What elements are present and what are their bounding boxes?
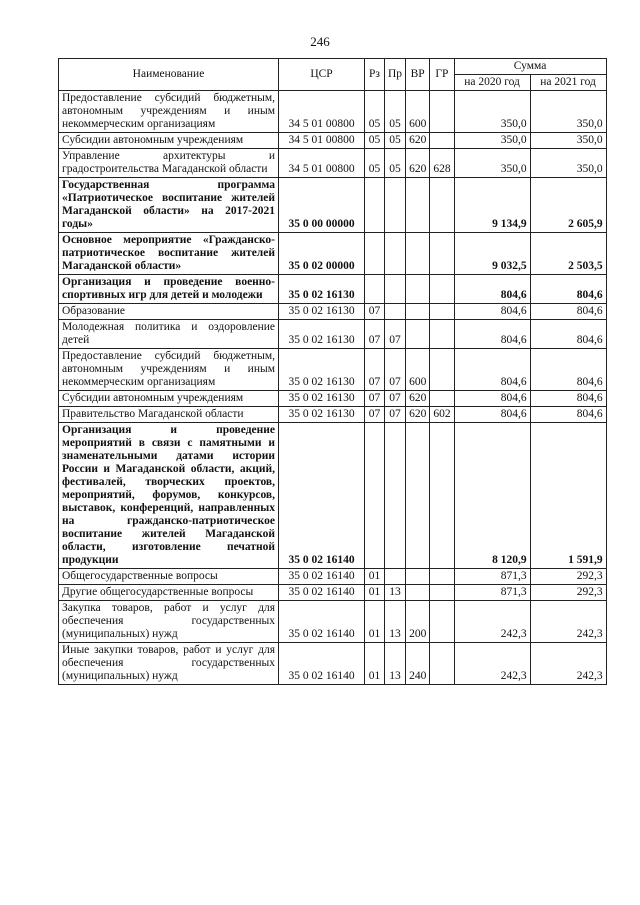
cell-csr: 35 0 02 16140 <box>279 643 365 685</box>
cell-sum-2020: 804,6 <box>454 407 530 423</box>
cell-vr: 620 <box>406 149 430 178</box>
table-row <box>59 233 607 275</box>
cell-csr: 34 5 01 00800 <box>279 133 365 149</box>
table-row <box>59 643 607 685</box>
cell-sum-2020: 804,6 <box>454 349 530 391</box>
header-vr: ВР <box>406 59 430 91</box>
cell-name: Организация и проведение военно-спортивных игр для детей и молодежи <box>59 275 279 304</box>
cell-gr <box>430 391 454 407</box>
cell-pr: 13 <box>385 643 406 685</box>
cell-pr: 07 <box>385 391 406 407</box>
cell-sum-2020: 242,3 <box>454 643 530 685</box>
cell-pr: 07 <box>385 349 406 391</box>
header-sum: Сумма <box>454 59 606 75</box>
cell-csr: 35 0 02 16130 <box>279 407 365 423</box>
cell-vr <box>406 304 430 320</box>
cell-name: Субсидии автономным учреждениям <box>59 391 279 407</box>
cell-csr: 35 0 02 16130 <box>279 275 365 304</box>
cell-name: Предоставление субсидий бюджетным, автономным учреждениям и иным некоммерческим организациям <box>59 349 279 391</box>
cell-sum-2020: 804,6 <box>454 391 530 407</box>
cell-gr <box>430 569 454 585</box>
table-row <box>59 407 607 423</box>
cell-gr <box>430 585 454 601</box>
cell-pr <box>385 275 406 304</box>
cell-vr: 200 <box>406 601 430 643</box>
cell-vr: 600 <box>406 349 430 391</box>
cell-csr: 35 0 02 16140 <box>279 585 365 601</box>
cell-name: Основное мероприятие «Гражданско-патриотическое воспитание жителей Магаданской области» <box>59 233 279 275</box>
cell-pr: 05 <box>385 133 406 149</box>
table-row <box>59 423 607 569</box>
cell-gr <box>430 349 454 391</box>
header-year-2020: на 2020 год <box>454 75 530 91</box>
table-row <box>59 349 607 391</box>
cell-sum-2020: 9 032,5 <box>454 233 530 275</box>
cell-csr: 34 5 01 00800 <box>279 149 365 178</box>
table-row <box>59 275 607 304</box>
cell-vr: 600 <box>406 91 430 133</box>
cell-vr <box>406 320 430 349</box>
cell-pr: 07 <box>385 320 406 349</box>
cell-sum-2021: 242,3 <box>530 601 606 643</box>
cell-gr <box>430 233 454 275</box>
cell-sum-2021: 1 591,9 <box>530 423 606 569</box>
cell-sum-2020: 9 134,9 <box>454 178 530 233</box>
cell-sum-2021: 804,6 <box>530 349 606 391</box>
cell-sum-2021: 804,6 <box>530 304 606 320</box>
cell-csr: 35 0 02 00000 <box>279 233 365 275</box>
cell-csr: 35 0 02 16130 <box>279 304 365 320</box>
cell-name: Иные закупки товаров, работ и услуг для обеспечения государственных (муниципальных) нужд <box>59 643 279 685</box>
cell-csr: 35 0 02 16130 <box>279 349 365 391</box>
cell-sum-2020: 804,6 <box>454 275 530 304</box>
cell-csr: 35 0 02 16140 <box>279 569 365 585</box>
cell-gr <box>430 178 454 233</box>
table-row <box>59 91 607 133</box>
cell-csr: 35 0 02 16140 <box>279 423 365 569</box>
cell-pr: 13 <box>385 601 406 643</box>
table-row <box>59 133 607 149</box>
header-pr: Пр <box>385 59 406 91</box>
cell-gr <box>430 275 454 304</box>
table-row <box>59 149 607 178</box>
cell-pr <box>385 233 406 275</box>
cell-vr: 620 <box>406 391 430 407</box>
cell-vr: 620 <box>406 133 430 149</box>
cell-sum-2021: 804,6 <box>530 320 606 349</box>
cell-sum-2021: 292,3 <box>530 569 606 585</box>
cell-sum-2020: 350,0 <box>454 133 530 149</box>
cell-vr <box>406 585 430 601</box>
table-row <box>59 320 607 349</box>
cell-name: Общегосударственные вопросы <box>59 569 279 585</box>
cell-rz: 05 <box>365 149 385 178</box>
cell-rz <box>365 275 385 304</box>
cell-rz: 01 <box>365 601 385 643</box>
cell-csr: 35 0 02 16130 <box>279 391 365 407</box>
cell-pr: 05 <box>385 149 406 178</box>
cell-sum-2021: 292,3 <box>530 585 606 601</box>
cell-sum-2020: 350,0 <box>454 149 530 178</box>
cell-rz: 01 <box>365 585 385 601</box>
cell-vr: 240 <box>406 643 430 685</box>
cell-sum-2021: 350,0 <box>530 91 606 133</box>
cell-pr <box>385 178 406 233</box>
cell-sum-2021: 804,6 <box>530 275 606 304</box>
cell-rz <box>365 423 385 569</box>
cell-pr: 13 <box>385 585 406 601</box>
cell-vr <box>406 233 430 275</box>
cell-csr: 35 0 02 16140 <box>279 601 365 643</box>
cell-name: Молодежная политика и оздоровление детей <box>59 320 279 349</box>
cell-rz: 05 <box>365 133 385 149</box>
cell-rz: 07 <box>365 349 385 391</box>
cell-vr <box>406 423 430 569</box>
cell-sum-2020: 804,6 <box>454 304 530 320</box>
cell-sum-2021: 804,6 <box>530 407 606 423</box>
cell-sum-2021: 2 503,5 <box>530 233 606 275</box>
cell-gr <box>430 643 454 685</box>
cell-name: Правительство Магаданской области <box>59 407 279 423</box>
cell-pr <box>385 304 406 320</box>
cell-rz <box>365 178 385 233</box>
cell-vr <box>406 275 430 304</box>
cell-name: Предоставление субсидий бюджетным, автономным учреждениям и иным некоммерческим организациям <box>59 91 279 133</box>
cell-rz: 07 <box>365 304 385 320</box>
header-csr: ЦСР <box>279 59 365 91</box>
cell-vr <box>406 569 430 585</box>
cell-gr <box>430 133 454 149</box>
cell-csr: 35 0 02 16130 <box>279 320 365 349</box>
cell-rz: 01 <box>365 643 385 685</box>
cell-sum-2021: 350,0 <box>530 149 606 178</box>
cell-rz: 07 <box>365 407 385 423</box>
table-row <box>59 569 607 585</box>
cell-rz: 01 <box>365 569 385 585</box>
cell-rz: 07 <box>365 320 385 349</box>
header-rz: Рз <box>365 59 385 91</box>
cell-name: Субсидии автономным учреждениям <box>59 133 279 149</box>
cell-sum-2021: 242,3 <box>530 643 606 685</box>
cell-csr: 34 5 01 00800 <box>279 91 365 133</box>
page-number: 246 <box>310 34 330 49</box>
cell-pr: 05 <box>385 91 406 133</box>
cell-name: Закупка товаров, работ и услуг для обеспечения государственных (муниципальных) нужд <box>59 601 279 643</box>
table-row <box>59 304 607 320</box>
cell-gr <box>430 320 454 349</box>
cell-sum-2020: 350,0 <box>454 91 530 133</box>
cell-sum-2021: 804,6 <box>530 391 606 407</box>
cell-sum-2021: 2 605,9 <box>530 178 606 233</box>
cell-rz: 07 <box>365 391 385 407</box>
cell-pr <box>385 569 406 585</box>
table-row <box>59 391 607 407</box>
table-row <box>59 178 607 233</box>
cell-pr: 07 <box>385 407 406 423</box>
cell-rz <box>365 233 385 275</box>
cell-sum-2020: 804,6 <box>454 320 530 349</box>
cell-gr <box>430 423 454 569</box>
header-name: Наименование <box>59 59 279 91</box>
cell-gr <box>430 91 454 133</box>
cell-name: Другие общегосударственные вопросы <box>59 585 279 601</box>
cell-sum-2020: 871,3 <box>454 569 530 585</box>
cell-gr <box>430 601 454 643</box>
header-gr: ГР <box>430 59 454 91</box>
cell-csr: 35 0 00 00000 <box>279 178 365 233</box>
cell-gr: 628 <box>430 149 454 178</box>
budget-table-body <box>59 91 607 685</box>
cell-rz: 05 <box>365 91 385 133</box>
cell-vr: 620 <box>406 407 430 423</box>
cell-gr <box>430 304 454 320</box>
cell-sum-2020: 871,3 <box>454 585 530 601</box>
budget-table <box>58 58 607 685</box>
cell-sum-2020: 242,3 <box>454 601 530 643</box>
table-row <box>59 585 607 601</box>
cell-name: Управление архитектуры и градостроительства Магаданской области <box>59 149 279 178</box>
cell-pr <box>385 423 406 569</box>
cell-sum-2020: 8 120,9 <box>454 423 530 569</box>
cell-sum-2021: 350,0 <box>530 133 606 149</box>
cell-vr <box>406 178 430 233</box>
cell-name: Организация и проведение мероприятий в связи с памятными и знаменательными датами истории России и Магаданской области, акций, фестивалей, творческих проектов, мероприятий, форумов, конкурсов, выставок, конференций, направленных на гражданско-патриотическое воспитание жителей Магаданской области, изготовление печатной продукции <box>59 423 279 569</box>
cell-name: Образование <box>59 304 279 320</box>
cell-gr: 602 <box>430 407 454 423</box>
cell-name: Государственная программа «Патриотическое воспитание жителей Магаданской области» на 2017-2021 годы» <box>59 178 279 233</box>
header-year-2021: на 2021 год <box>530 75 606 91</box>
table-row <box>59 601 607 643</box>
